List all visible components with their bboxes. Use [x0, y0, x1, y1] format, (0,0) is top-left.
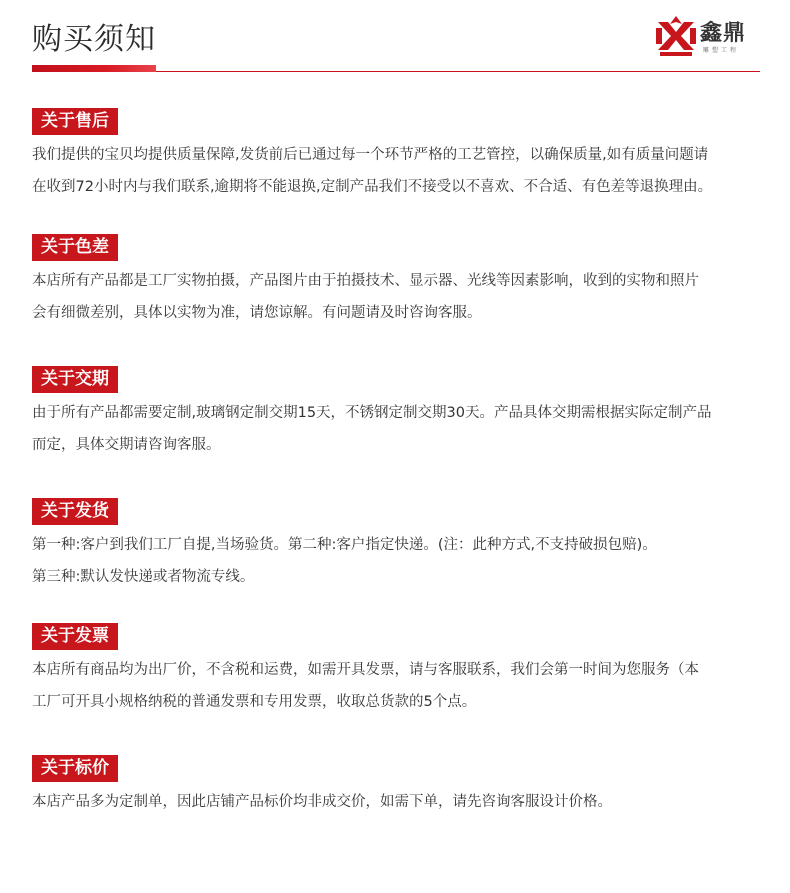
section-text — [32, 529, 766, 593]
section-tag: 关于发票 — [32, 623, 118, 650]
page-title: 购买须知 — [32, 22, 156, 57]
section-text — [32, 139, 766, 203]
text-line: 我们提供的宝贝均提供质量保障,发货前后已通过每一个环节严格的工艺管控，以确保质量,如有质量问题请 — [32, 147, 709, 163]
text-line: 工厂可开具小规格纳税的普通发票和专用发票，收取总货款的5个点。 — [32, 694, 477, 710]
page-header — [0, 0, 790, 80]
section-text — [32, 654, 766, 718]
section-color-difference — [32, 234, 766, 329]
brand-logo — [654, 14, 764, 58]
section-tag: 关于售后 — [32, 108, 118, 135]
section-text — [32, 265, 766, 329]
section-tag: 关于标价 — [32, 755, 118, 782]
section-text — [32, 786, 766, 818]
text-line: 在收到72小时内与我们联系,逾期将不能退换,定制产品我们不接受以不喜欢、不合适、有色差等退换理由。 — [32, 179, 713, 195]
section-tag: 关于色差 — [32, 234, 118, 261]
text-line: 本店所有商品均为出厂价，不含税和运费，如需开具发票，请与客服联系，我们会第一时间为您服务（本 — [32, 662, 699, 678]
text-line: 会有细微差别，具体以实物为准，请您谅解。有问题请及时咨询客服。 — [32, 305, 482, 321]
text-line: 第三种:默认发快递或者物流专线。 — [32, 569, 255, 585]
section-delivery-time — [32, 366, 766, 461]
brand-name: 鑫鼎 — [700, 21, 747, 46]
text-line: 而定，具体交期请咨询客服。 — [32, 437, 221, 453]
section-invoice — [32, 623, 766, 718]
section-tag: 关于交期 — [32, 366, 118, 393]
text-line: 由于所有产品都需要定制,玻璃钢定制交期15天，不锈钢定制交期30天。产品具体交期需根据实际定制产品 — [32, 405, 712, 421]
title-accent-bar — [32, 65, 156, 72]
text-line: 本店产品多为定制单，因此店铺产品标价均非成交价，如需下单，请先咨询客服设计价格。 — [32, 794, 612, 810]
brand-logo-icon — [654, 14, 698, 58]
section-pricing — [32, 755, 766, 818]
section-tag: 关于发货 — [32, 498, 118, 525]
text-line: 第一种:客户到我们工厂自提,当场验货。第二种:客户指定快递。(注：此种方式,不支持破损包赔)。 — [32, 537, 657, 553]
section-shipping — [32, 498, 766, 593]
section-text — [32, 397, 766, 461]
text-line: 本店所有产品都是工厂实物拍摄，产品图片由于拍摄技术、显示器、光线等因素影响，收到的实物和照片 — [32, 273, 699, 289]
brand-subtitle: 雕塑工程 — [703, 47, 740, 54]
section-after-sales — [32, 108, 766, 203]
